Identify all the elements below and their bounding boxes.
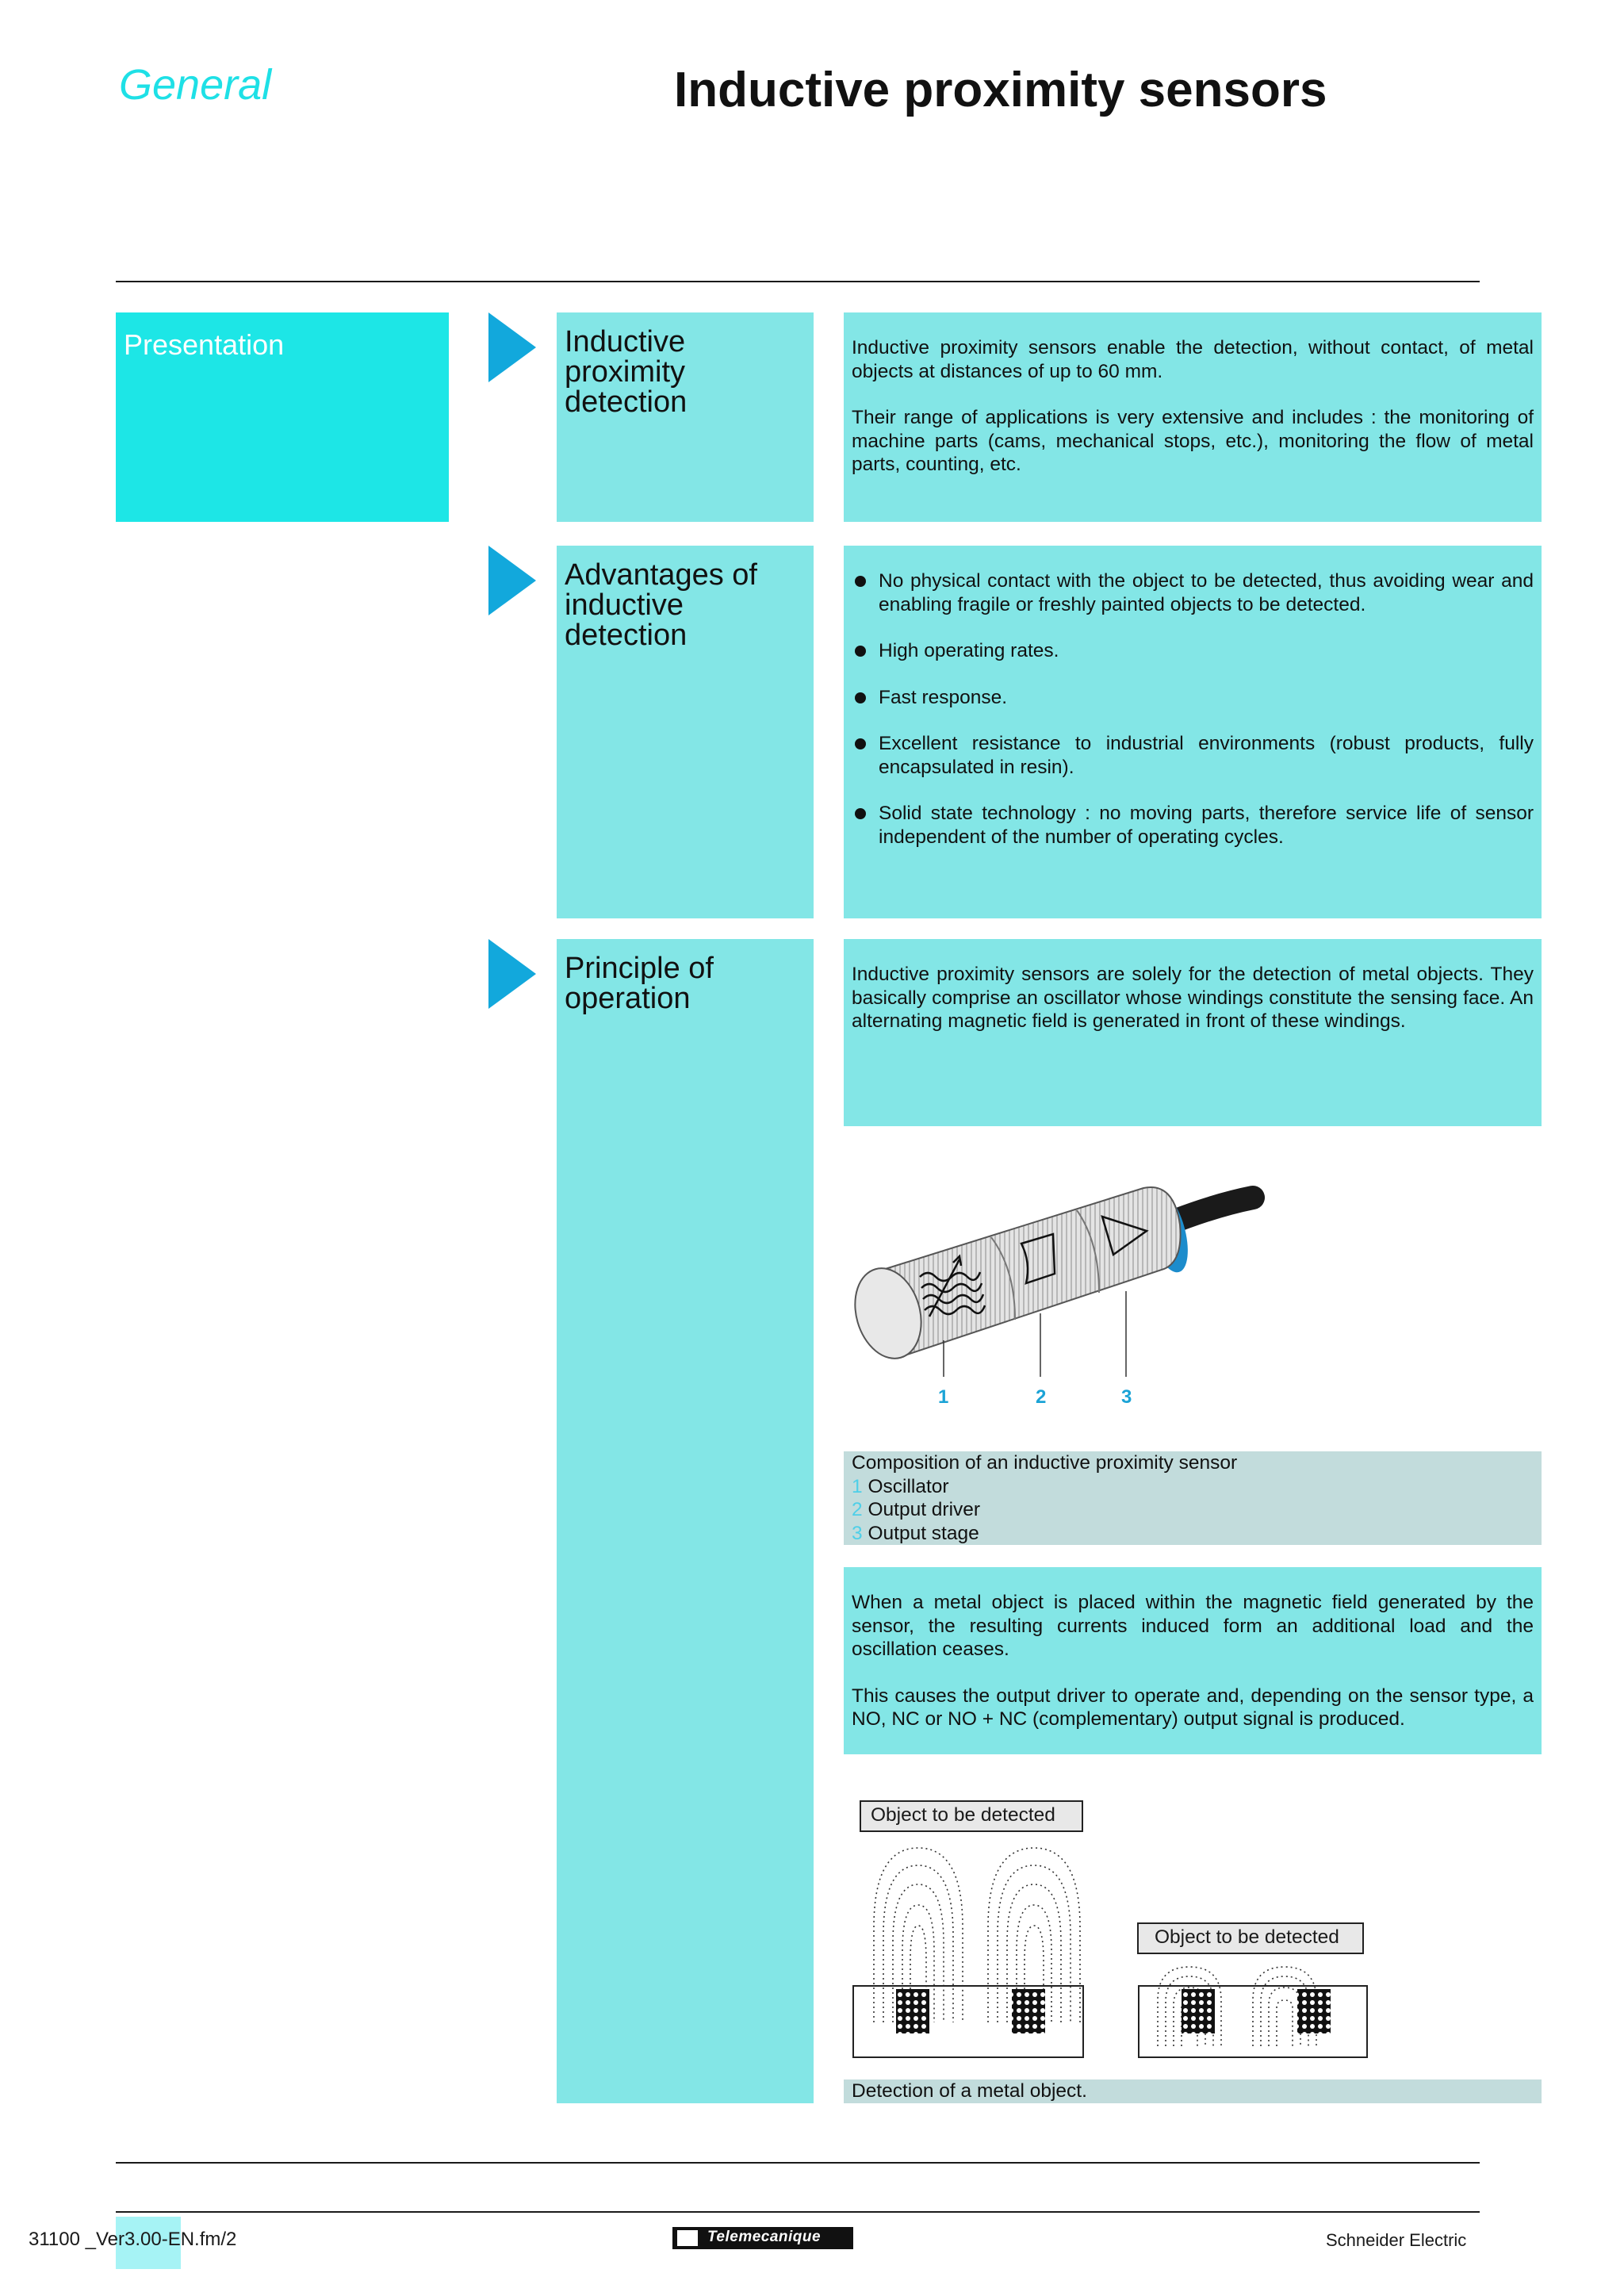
section-text-box: [844, 1567, 1542, 1754]
caption-item-label: Output stage: [868, 1522, 979, 1544]
section-heading: Principle of operation: [565, 952, 714, 1015]
list-item-text: Solid state technology : no moving parts, therefore service life of sensor independent of the number of operating cycles.: [879, 803, 1534, 848]
paragraph: This causes the output driver to operate and, depending on the sensor type, a NO, NC or NO + NC (complementary) output signal is produced.: [852, 1685, 1534, 1730]
caption-item-label: Oscillator: [868, 1475, 949, 1497]
section-heading: Advantages of inductive detection: [565, 558, 757, 652]
callout-number: 2: [1036, 1386, 1047, 1408]
bullet-icon: [855, 646, 866, 657]
caption-item-number: 3: [852, 1522, 863, 1544]
coil-icon: [1297, 1989, 1331, 2033]
advantages-list: [852, 569, 1534, 849]
presentation-label: Presentation: [124, 328, 285, 361]
telemecanique-logo: [672, 2227, 853, 2249]
callout-number: 1: [938, 1386, 949, 1408]
list-item-text: Fast response.: [879, 686, 1008, 708]
section-text-box: [844, 939, 1542, 1126]
callout-number: 3: [1121, 1386, 1132, 1408]
list-item: [852, 639, 1534, 663]
document-reference: 31100 _Ver3.00-EN.fm/2: [29, 2229, 237, 2250]
caption-item: [852, 1475, 1534, 1499]
section-heading-box: [557, 939, 814, 2103]
bullet-icon: [855, 738, 866, 749]
paragraph: Inductive proximity sensors enable the detection, without contact, of metal objects at distances of up to 60 mm.: [852, 337, 1534, 382]
bullet-icon: [855, 808, 866, 819]
section-heading-box: [557, 312, 814, 522]
coil-icon: [1012, 1989, 1045, 2033]
paragraph: Their range of applications is very extensive and includes : the monitoring of machine parts (cams, mechanical stops, etc.), monitoring the flow of metal parts, counting, etc.: [852, 407, 1534, 475]
section-arrow-icon: [488, 312, 536, 382]
section-label: General: [119, 61, 272, 109]
sensor-diagram: [841, 1150, 1285, 1420]
sensor-head-left: [853, 1986, 1083, 2057]
caption-item-label: Output driver: [868, 1499, 981, 1520]
caption-item-number: 2: [852, 1499, 863, 1520]
footer-divider: [116, 2162, 1480, 2164]
list-item-text: No physical contact with the object to be detected, thus avoiding wear and enabling fragile or freshly painted objects to be detected.: [879, 570, 1534, 615]
logo-mark-icon: [677, 2230, 698, 2246]
coil-icon: [1182, 1989, 1215, 2033]
paragraph: Inductive proximity sensors are solely for the detection of metal objects. They basically comprise an oscillator whose windings constitute the sensing face. An alternating magnetic field is generated in front of these windings.: [852, 964, 1534, 1032]
section-heading: Inductive proximity detection: [565, 325, 688, 419]
composition-caption: [844, 1451, 1542, 1545]
caption-title: Composition of an inductive proximity sensor: [852, 1452, 1238, 1474]
list-item: [852, 732, 1534, 779]
section-heading-box: [557, 546, 814, 918]
list-item: [852, 569, 1534, 616]
company-name: Schneider Electric: [1326, 2230, 1467, 2250]
section-arrow-icon: [488, 939, 536, 1009]
logo-text: Telemecanique: [707, 2229, 822, 2245]
coil-icon: [896, 1989, 929, 2033]
page-title: Inductive proximity sensors: [674, 63, 1327, 117]
top-divider: [116, 281, 1480, 282]
caption-text: Detection of a metal object.: [852, 2080, 1087, 2102]
footer-divider: [116, 2211, 1480, 2213]
bullet-icon: [855, 576, 866, 587]
list-item-text: Excellent resistance to industrial environments (robust products, fully encapsulated in resin).: [879, 733, 1534, 778]
caption-item-number: 1: [852, 1475, 863, 1497]
caption-item: [852, 1522, 1534, 1546]
list-item: [852, 802, 1534, 849]
object-label: Object to be detected: [1137, 1922, 1364, 1954]
list-item: [852, 686, 1534, 710]
object-label: Object to be detected: [860, 1800, 1083, 1832]
paragraph: When a metal object is placed within the magnetic field generated by the sensor, the resulting currents induced form an additional load and the oscillation ceases.: [852, 1592, 1534, 1660]
detection-caption: [844, 2079, 1542, 2103]
section-arrow-icon: [488, 546, 536, 615]
section-text-box: [844, 312, 1542, 522]
caption-item: [852, 1498, 1534, 1522]
section-text-box: [844, 546, 1542, 918]
presentation-box: [116, 312, 449, 522]
bullet-icon: [855, 692, 866, 703]
list-item-text: High operating rates.: [879, 640, 1059, 661]
